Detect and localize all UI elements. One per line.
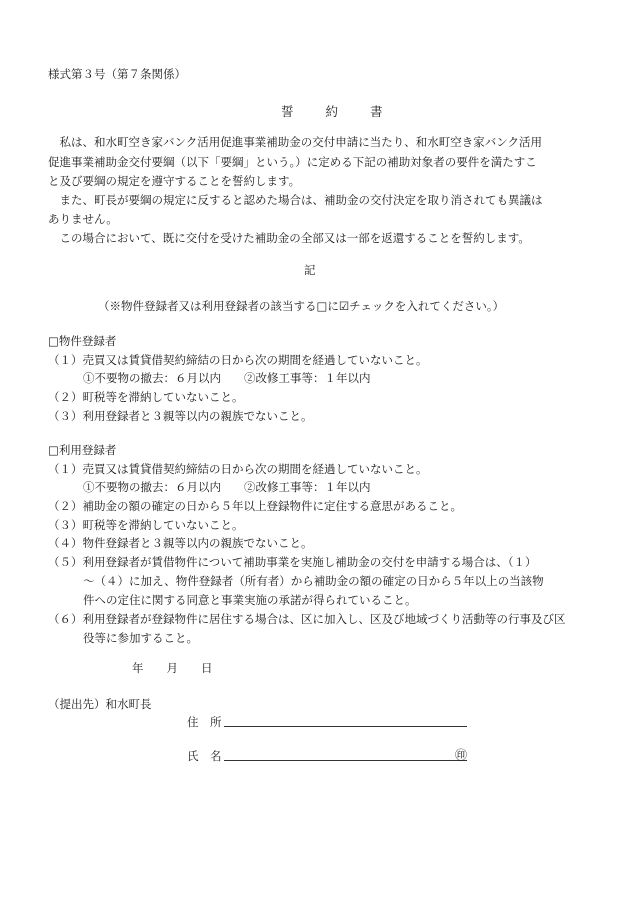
seal-mark: ㊞	[455, 748, 468, 762]
address-field[interactable]	[224, 726, 467, 727]
owner-requirement: （３）利用登録者と３親等以内の親族でないこと。	[48, 409, 313, 423]
owner-requirement: （１）売買又は賃貸借契約締結の日から次の期間を経過していないこと。	[48, 353, 428, 367]
intro-line: と及び要綱の規定を遵守することを誓約します。	[48, 174, 301, 188]
user-requirement-continuation: 件への定住に関する同意と事業実施の承諾が得られていること。	[83, 593, 417, 607]
user-requirement: （２）補助金の額の確定の日から５年以上登録物件に定住する意思があること。	[48, 499, 462, 513]
section-user-checkbox[interactable]: □利用登録者	[48, 443, 117, 457]
intro-line: ありません。	[48, 212, 118, 226]
user-requirement-continuation: ～（４）に加え、物件登録者（所有者）から補助金の額の確定の日から５年以上の当該物	[83, 574, 544, 588]
user-requirement: （３）町税等を滞納していないこと。	[48, 518, 244, 532]
intro-line: 私は、和水町空き家バンク活用促進事業補助金の交付申請に当たり、和水町空き家バンク活用	[48, 135, 543, 149]
form-number: 様式第３号（第７条関係）	[48, 67, 186, 81]
intro-line: また、町長が要綱の規定に反すると認めた場合は、補助金の交付決定を取り消されても異議は	[48, 193, 543, 207]
submit-to: （提出先）和水町長	[48, 697, 152, 711]
user-requirement: （５）利用登録者が賃借物件について補助事業を実施し補助金の交付を申請する場合は、（１）	[48, 555, 537, 569]
owner-requirement: （２）町税等を滞納していないこと。	[48, 390, 244, 404]
document-title: 誓 約 書	[281, 104, 397, 119]
user-requirement-detail: ①不要物の撤去：６月以内 ②改修工事等：１年以内	[83, 480, 371, 494]
user-requirement: （６）利用登録者が登録物件に居住する場合は、区に加入し、区及び地域づくり活動等の行事及び区	[48, 612, 566, 626]
address-label: 住 所	[187, 715, 222, 729]
user-requirement: （４）物件登録者と３親等以内の親族でないこと。	[48, 536, 313, 550]
section-owner-checkbox[interactable]: □物件登録者	[48, 334, 117, 348]
name-label: 氏 名	[187, 749, 222, 763]
owner-requirement-detail: ①不要物の撤去：６月以内 ②改修工事等：１年以内	[83, 371, 371, 385]
name-field[interactable]	[224, 760, 467, 761]
instruction-note: （※物件登録者又は利用登録者の該当する□に☑チェックを入れてください。）	[98, 299, 505, 313]
intro-line: 促進事業補助金交付要綱（以下「要綱」という。）に定める下記の補助対象者の要件を満たすこ	[48, 155, 537, 169]
date-line: 年 月 日	[132, 661, 213, 675]
intro-line: この場合において、既に交付を受けた補助金の全部又は一部を返還することを誓約します。	[48, 231, 530, 245]
user-requirement: （１）売買又は賃貸借契約締結の日から次の期間を経過していないこと。	[48, 462, 428, 476]
user-requirement-continuation: 役等に参加すること。	[83, 631, 198, 645]
ki-heading: 記	[304, 263, 316, 277]
